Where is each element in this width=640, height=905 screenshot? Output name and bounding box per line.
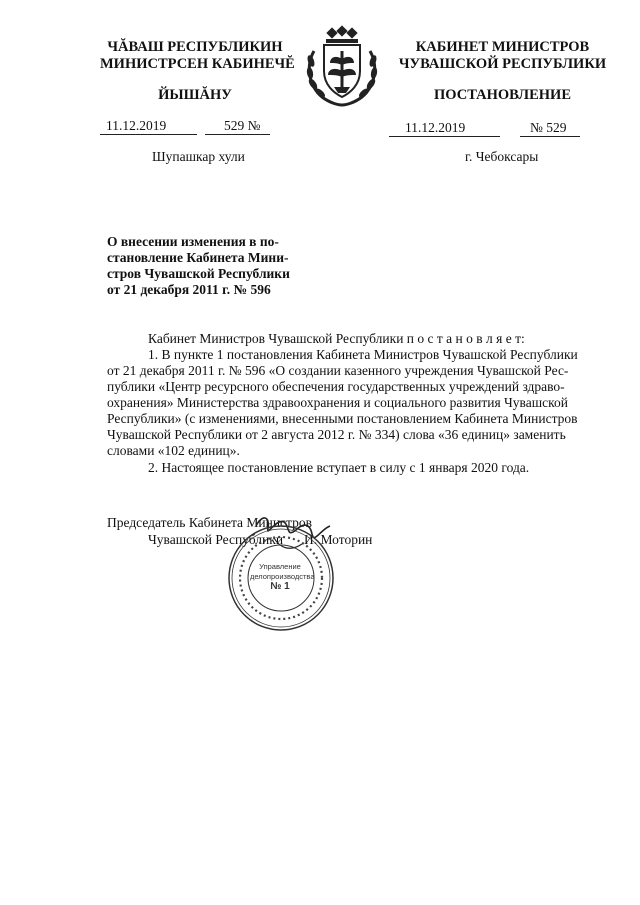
left-number-underline <box>205 134 270 135</box>
left-date-underline <box>100 134 197 135</box>
header-right-line1: КАБИНЕТ МИНИСТРОВ <box>415 39 590 55</box>
body-preamble: Кабинет Министров Чувашской Республики п о с т а н о в л я е т: <box>148 331 525 346</box>
seal-text-line: № 1 <box>270 581 290 592</box>
title-line: становление Кабинета Мини- <box>107 250 289 265</box>
signature-name: И. Моторин <box>304 532 373 547</box>
seal-text-line: делопроизводства <box>250 572 315 581</box>
signature-position-line1: Председатель Кабинета Министров <box>107 515 312 530</box>
left-city: Шупашкар хули <box>152 149 245 164</box>
header-right-line2: ЧУВАШСКОЙ РЕСПУБЛИКИ <box>398 56 607 72</box>
title-line: О внесении изменения в по- <box>107 234 279 249</box>
seal-inner-text <box>250 562 315 592</box>
header-left-line2: МИНИСТРСЕН КАБИНЕЧĔ <box>100 56 295 72</box>
signature-position-line2: Чувашской Республики <box>148 532 284 547</box>
title-line: от 21 декабря 2011 г. № 596 <box>107 282 271 297</box>
title-line: стров Чувашской Республики <box>107 266 290 281</box>
body-line: 2. Настоящее постановление вступает в силу с 1 января 2020 года. <box>148 460 530 475</box>
seal-text-line: Управление <box>259 562 301 571</box>
body-line: Республики» (с изменениями, внесенными постановлением Кабинета Министров <box>107 411 578 426</box>
left-date: 11.12.2019 <box>106 118 167 133</box>
coat-of-arms-emblem <box>300 25 384 107</box>
body-line: 1. В пункте 1 постановления Кабинета Министров Чувашской Республики <box>148 347 578 362</box>
body-line: Чувашской Республики от 2 августа 2012 г. № 334) слова «36 единиц» заменить <box>107 427 566 442</box>
body-line: охранения» Министерства здравоохранения и социального развития Чувашской <box>107 395 568 410</box>
right-date: 11.12.2019 <box>405 120 466 135</box>
header-left-line1: ЧĂВАШ РЕСПУБЛИКИН <box>107 39 283 55</box>
right-number: № 529 <box>530 120 567 135</box>
document-title <box>107 234 290 298</box>
body-line: от 21 декабря 2011 г. № 596 «О создании казенного учреждения Чувашской Рес- <box>107 363 569 378</box>
body-line: публики «Центр ресурсного обеспечения государственных учреждений здраво- <box>107 379 565 394</box>
right-number-underline <box>520 136 580 137</box>
right-date-underline <box>389 136 500 137</box>
right-city: г. Чебоксары <box>465 149 539 164</box>
left-number: 529 № <box>224 118 261 133</box>
header-right-doc-type: ПОСТАНОВЛЕНИЕ <box>433 87 571 103</box>
header-left-doc-type: ЙЫШĂНУ <box>158 87 232 103</box>
body-line: словами «102 единиц». <box>107 443 240 458</box>
